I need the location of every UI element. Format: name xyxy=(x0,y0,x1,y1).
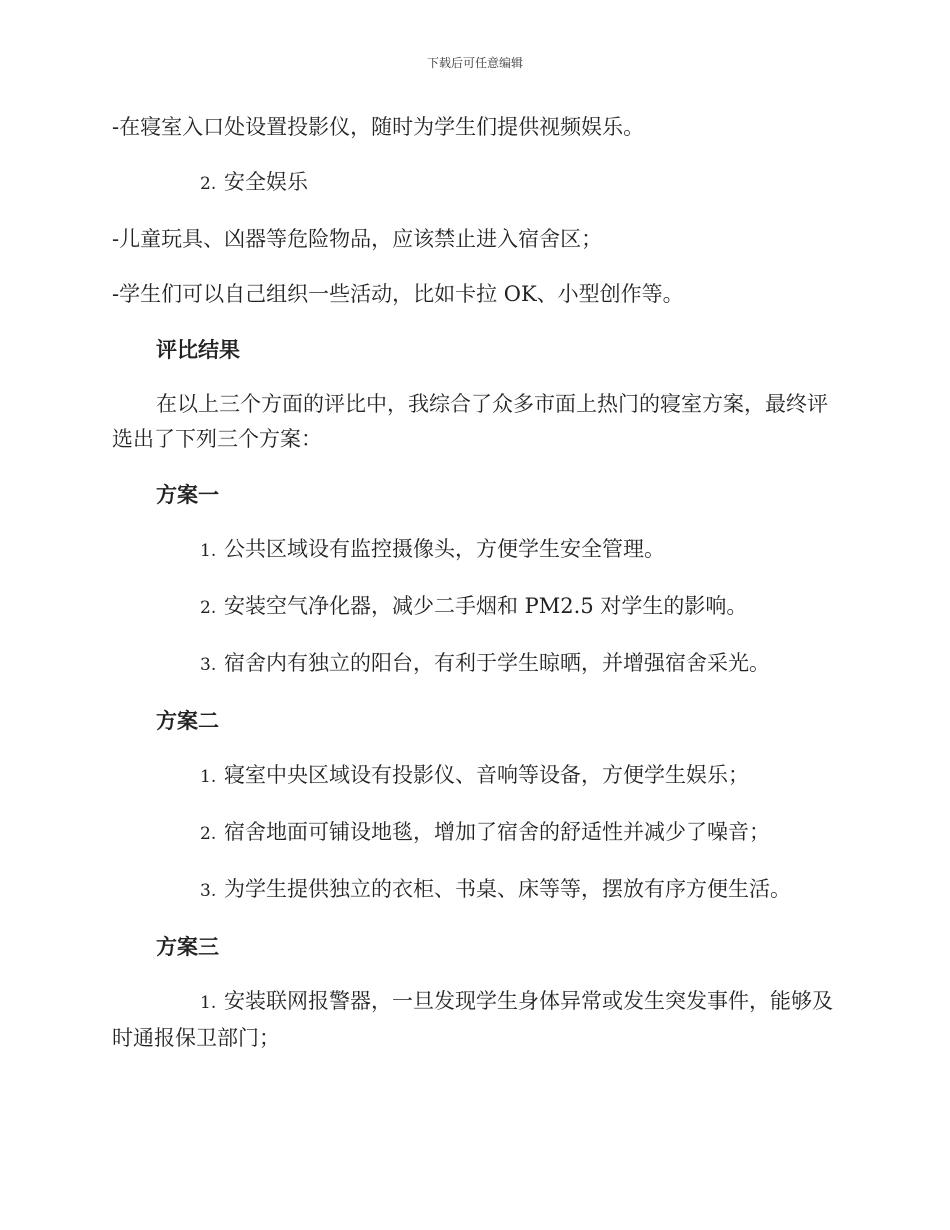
list-number: 1. xyxy=(200,993,217,1013)
list-text: 安装空气净化器，减少二手烟和 PM2.5 对学生的影响。 xyxy=(224,594,748,618)
list-number: 2. xyxy=(200,174,217,194)
list-item xyxy=(112,589,836,626)
page-header: 下载后可任意编辑 xyxy=(426,56,523,70)
list-number: 2. xyxy=(200,824,217,844)
plan-one-heading: 方案一 xyxy=(156,482,219,507)
paragraph-result: 在以上三个方面的评比中，我综合了众多市面上热门的寝室方案，最终评选出了下列三个方案： xyxy=(112,392,828,451)
list-item xyxy=(112,165,836,202)
section-heading-result: 评比结果 xyxy=(156,337,240,362)
list-number: 3. xyxy=(200,881,217,901)
paragraph-activities: -学生们可以自己组织一些活动，比如卡拉 OK、小型创作等。 xyxy=(112,282,684,306)
list-text: 宿舍内有独立的阳台，有利于学生晾晒，并增强宿舍采光。 xyxy=(224,651,770,675)
list-text: 安装联网报警器，一旦发现学生身体异常或发生突发事件，能够及时通报保卫部门； xyxy=(112,989,833,1050)
document-body xyxy=(112,110,836,1076)
plan-three-heading: 方案三 xyxy=(156,934,219,959)
list-text: 宿舍地面可铺设地毯，增加了宿舍的舒适性并减少了噪音； xyxy=(224,820,770,844)
list-text: 安全娱乐 xyxy=(224,170,308,194)
list-number: 1. xyxy=(200,541,217,561)
list-item xyxy=(112,758,836,795)
list-number: 2. xyxy=(200,598,217,618)
list-item xyxy=(112,984,836,1056)
list-item xyxy=(112,532,836,569)
list-text: 寝室中央区域设有投影仪、音响等设备，方便学生娱乐； xyxy=(224,763,749,787)
paragraph-dangerous-items: -儿童玩具、凶器等危险物品，应该禁止进入宿舍区； xyxy=(112,227,603,251)
list-number: 3. xyxy=(200,655,217,675)
list-text: 公共区域设有监控摄像头，方便学生安全管理。 xyxy=(224,537,665,561)
plan-two-heading: 方案二 xyxy=(156,708,219,733)
list-item xyxy=(112,872,836,909)
list-text: 为学生提供独立的衣柜、书桌、床等等，摆放有序方便生活。 xyxy=(224,877,791,901)
list-item xyxy=(112,815,836,852)
list-number: 1. xyxy=(200,767,217,787)
paragraph-projector: -在寝室入口处设置投影仪，随时为学生们提供视频娱乐。 xyxy=(112,115,645,139)
list-item xyxy=(112,646,836,683)
